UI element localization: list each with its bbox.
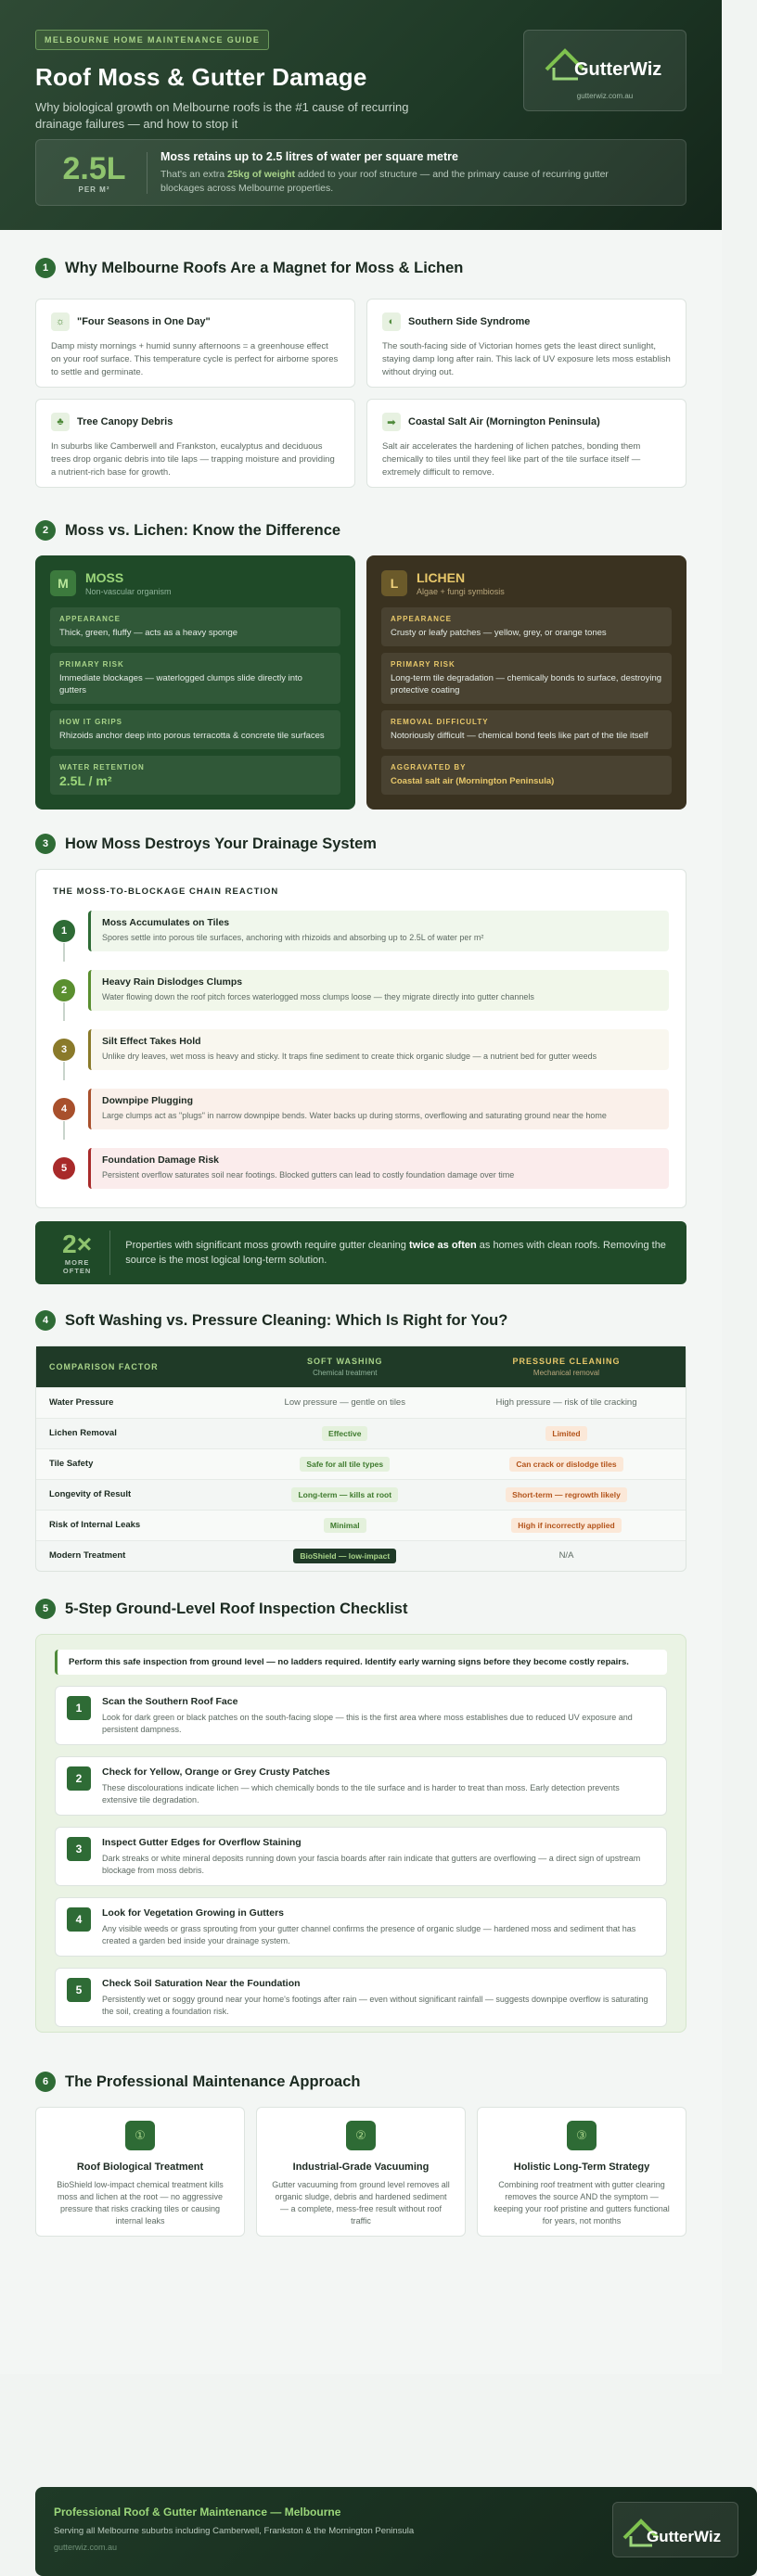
section-checklist [35,1597,686,2033]
approach-title: Roof Biological Treatment [76,2162,204,2173]
factor-card [366,399,686,488]
step-connector [63,1121,65,1140]
step-title: Foundation Damage Risk [102,1154,220,1166]
guide-tag: MELBOURNE HOME MAINTENANCE GUIDE [35,30,269,50]
table-row [36,1387,686,1418]
step-text: Large clumps act as "plugs" in narrow downpipe bends. Water backs up during storms, overflowing and saturating ground near the home [102,1111,607,1120]
col-pressure-cleaning: PRESSURE CLEANING Mechanical removal [447,1346,686,1387]
stat-unit: PER M² [78,185,110,194]
factor-title: Southern Side Syndrome [408,316,531,327]
approach-card [256,2107,466,2237]
step-text: Spores settle into porous tile surfaces, anchoring with rhizoids and absorbing up to 2.5L of water per m² [102,933,484,942]
approach-icon: ① [125,2121,155,2150]
chain-caption: THE MOSS-TO-BLOCKAGE CHAIN REACTION [53,886,279,897]
checklist-number: 1 [67,1696,91,1720]
chain-reaction-card [35,869,686,1208]
factor-cell: Modern Treatment [36,1540,243,1571]
factor-grid [35,299,686,488]
section-heading [35,256,686,280]
pressure-cleaning-cell: High if incorrectly applied [447,1510,686,1540]
checklist-text: Dark streaks or white mineral deposits running down your fascia boards after rain indicate that gutters are overflowing — a direct sign of upstream blockage from moss debris. [102,1854,641,1875]
section-number: 2 [35,520,56,541]
checklist-items [55,1686,667,2027]
chain-step [53,908,669,954]
step-text: Unlike dry leaves, wet moss is heavy and sticky. It traps fine sediment to create thick organic sludge — a nutrient bed for gutter weeds [102,1052,597,1061]
step-title: Heavy Rain Dislodges Clumps [102,976,243,988]
lichen-row: APPEARANCE Crusty or leafy patches — yellow, grey, or orange tones [381,607,672,646]
table-row [36,1448,686,1479]
moss-row: PRIMARY RISK Immediate blockages — waterlogged clumps slide directly into gutters [50,653,340,704]
footer-logo[interactable] [612,2502,738,2557]
footer-cta [35,2487,757,2576]
soft-washing-cell: BioShield — low-impact [243,1540,447,1571]
section-number: 1 [35,258,56,278]
factor-card [366,299,686,388]
step-box [88,1148,669,1189]
section-title: How Moss Destroys Your Drainage System [65,835,377,852]
pressure-cleaning-cell: N/A [447,1540,686,1571]
lichen-panel [366,555,686,810]
factor-title: "Four Seasons in One Day" [77,316,211,327]
step-number: 2 [53,979,75,1001]
footer-text: Serving all Melbourne suburbs including Camberwell, Frankston & the Mornington Peninsula [54,2526,415,2536]
footer-title: Professional Roof & Gutter Maintenance — Melbourne [54,2506,341,2519]
factor-cell: Risk of Internal Leaks [36,1510,243,1540]
checklist-item [55,1968,667,2027]
moss-row: HOW IT GRIPS Rhizoids anchor deep into porous terracotta & concrete tile surfaces [50,710,340,749]
checklist-panel [35,1634,686,2033]
checklist-title: Look for Vegetation Growing in Gutters [102,1907,285,1919]
moss-kind: Non-vascular organism [85,587,172,596]
step-number: 5 [53,1157,75,1180]
lichen-kind: Algae + fungi symbiosis [417,587,505,596]
lichen-badge: L [381,570,407,596]
soft-washing-cell: Low pressure — gentle on tiles [243,1387,447,1418]
chain-step [53,967,669,1014]
pressure-cleaning-cell: Can crack or dislodge tiles [447,1448,686,1479]
stat-heading: Moss retains up to 2.5 litres of water per square metre [160,149,458,163]
table-row [36,1418,686,1448]
logo-url: gutterwiz.com.au [576,92,634,100]
col-factor: COMPARISON FACTOR [36,1346,243,1387]
section-number: 6 [35,2072,56,2092]
factor-card [35,299,355,388]
section-heading [35,1308,686,1333]
checklist-number: 2 [67,1766,91,1791]
approach-text: Gutter vacuuming from ground level removes all organic sludge, debris and hardened sediment — a complete, mess-free result without roof traffic [272,2180,450,2225]
chain-steps [53,908,669,1192]
section-drainage [35,832,686,1284]
section-number: 3 [35,834,56,854]
checklist-text: Look for dark green or black patches on the south-facing slope — this is the first area where moss establishes due to reduced UV exposure and persistent dampness. [102,1713,633,1734]
chain-step [53,1027,669,1073]
checklist-text: Any visible weeds or grass sprouting from your gutter channel confirms the presence of organic sludge — hardened moss and sediment that has created a garden bed inside your drainage system. [102,1924,636,1945]
factor-title: Tree Canopy Debris [77,416,173,427]
house-logo-icon [613,2503,739,2558]
approach-card [35,2107,245,2237]
soft-washing-cell: Safe for all tile types [243,1448,447,1479]
comparison-table [35,1345,686,1572]
approach-title: Industrial-Grade Vacuuming [292,2162,430,2173]
approach-card [477,2107,686,2237]
section-moss-vs-lichen [35,518,686,810]
approach-cards [35,2107,686,2237]
section-approach [35,2070,686,2094]
chain-step [53,1086,669,1132]
stat-figure [53,152,148,194]
section-title: Soft Washing vs. Pressure Cleaning: Which Is Right for You? [65,1311,508,1329]
checklist-item [55,1756,667,1816]
step-text: Persistent overflow saturates soil near footings. Blocked gutters can lead to costly foundation damage over time [102,1170,515,1180]
checklist-number: 3 [67,1837,91,1861]
checklist-item [55,1897,667,1957]
soft-washing-cell: Effective [243,1418,447,1448]
checklist-item [55,1686,667,1745]
stat-text [148,150,652,196]
step-box [88,1089,669,1129]
stat-description: That's an extra 25kg of weight added to your roof structure — and the primary cause of recurring gutter blockages across Melbourne properties. [160,168,609,194]
water-retention-value: 2.5L / m² [59,773,112,788]
wind-icon: ➟ [382,413,401,431]
approach-icon: ③ [567,2121,597,2150]
lichen-row: PRIMARY RISK Long-term tile degradation — chemically bonds to surface, destroying protective coating [381,653,672,704]
step-title: Moss Accumulates on Tiles [102,917,230,928]
stat-value: 2.5L [62,150,126,186]
pressure-cleaning-cell: Short-term — regrowth likely [447,1479,686,1510]
section-title: 5-Step Ground-Level Roof Inspection Checklist [65,1600,408,1617]
approach-icon: ② [346,2121,376,2150]
step-connector [63,1062,65,1080]
comparison-panels [35,555,686,810]
chain-step [53,1145,669,1192]
lichen-row: AGGRAVATED BY Coastal salt air (Mornington Peninsula) [381,756,672,795]
safety-note: Perform this safe inspection from ground level — no ladders required. Identify early warning signs before they become costly repairs. [55,1650,667,1675]
step-text: Water flowing down the roof pitch forces waterlogged moss clumps loose — they migrate directly into gutter channels [102,992,534,1001]
section-why-magnet [35,256,686,488]
step-title: Silt Effect Takes Hold [102,1036,201,1047]
section-number: 4 [35,1310,56,1331]
checklist-number: 5 [67,1978,91,2002]
step-connector [63,1002,65,1021]
checklist-text: Persistently wet or soggy ground near your home's footings after rain — even without significant rainfall — suggests downpipe overflow is saturating the soil, creating a foundation risk. [102,1995,648,2016]
lichen-row: REMOVAL DIFFICULTY Notoriously difficult — chemical bond feels like part of the tile itself [381,710,672,749]
page-subtitle: Why biological growth on Melbourne roofs is the #1 cause of recurring drainage failures — and how to stop it [35,100,409,131]
factor-cell: Longevity of Result [36,1479,243,1510]
checklist-title: Check Soil Saturation Near the Foundation [102,1978,301,1989]
factor-text: Damp misty mornings + humid sunny afternoons = a greenhouse effect on your roof surface. This temperature cycle is perfect for airborne spores to settle and germinate. [51,341,339,377]
factor-text: The south-facing side of Victorian homes gets the least direct sunlight, staying damp long after rain. This lack of UV exposure lets moss establish without drying out. [382,341,671,377]
section-comparison [35,1308,686,1572]
col-soft-washing: SOFT WASHING Chemical treatment [243,1346,447,1387]
step-title: Downpipe Plugging [102,1095,193,1106]
stat-callout [35,139,686,206]
approach-text: Combining roof treatment with gutter clearing removes the source AND the symptom — keeping your roof pristine and gutters functional for years, not months [494,2180,670,2225]
section-title: Moss vs. Lichen: Know the Difference [65,521,341,539]
step-box [88,1029,669,1070]
moss-badge: M [50,570,76,596]
step-connector [63,943,65,962]
moss-row: APPEARANCE Thick, green, fluffy — acts as a heavy sponge [50,607,340,646]
approach-title: Holistic Long-Term Strategy [513,2162,650,2173]
hero-banner [0,0,722,230]
checklist-text: These discolourations indicate lichen — which chemically bonds to the tile surface and is harder to treat than moss. Early detection prevents extensive tile degradation. [102,1783,620,1804]
checklist-item [55,1827,667,1886]
logo-wordmark: GutterWiz [574,59,662,80]
checklist-title: Check for Yellow, Orange or Grey Crusty Patches [102,1766,330,1778]
moss-panel [35,555,355,810]
moss-name: MOSS [85,570,124,585]
frequency-banner [35,1221,686,1284]
checklist-title: Scan the Southern Roof Face [102,1696,238,1707]
pressure-cleaning-cell: High pressure — risk of tile cracking [447,1387,686,1418]
footer-url[interactable]: gutterwiz.com.au [54,2543,118,2552]
soft-washing-cell: Minimal [243,1510,447,1540]
pressure-cleaning-cell: Limited [447,1418,686,1448]
table-row [36,1479,686,1510]
section-heading [35,832,686,856]
house-logo-icon [537,42,673,88]
moss-row: WATER RETENTION 2.5L / m² [50,756,340,795]
factor-cell: Lichen Removal [36,1418,243,1448]
step-box [88,911,669,951]
banner-text: Properties with significant moss growth require gutter cleaning twice as often as homes with clean roofs. Removing the source is the most logical long-term solution. [125,1240,666,1266]
factor-text: Salt air accelerates the hardening of lichen patches, bonding them chemically to tiles until they feel like part of the tile surface itself — extremely difficult to remove. [382,441,641,478]
approach-text: BioShield low-impact chemical treatment kills moss and lichen at the root — no aggressive pressure that risks cracking tiles or causing internal leaks [57,2180,224,2225]
sun-cloud-icon: ☼ [51,312,70,331]
step-number: 4 [53,1098,75,1120]
logo-wordmark: GutterWiz [647,2528,722,2545]
step-number: 1 [53,920,75,942]
factor-text: In suburbs like Camberwell and Frankston, eucalyptus and deciduous trees drop organic debris into tile laps — trapping moisture and providing a nutrient-rich base for growth. [51,441,335,478]
factor-card [35,399,355,488]
step-box [88,970,669,1011]
section-heading [35,2070,686,2094]
step-number: 3 [53,1039,75,1061]
brand-logo[interactable] [523,30,686,111]
banner-label: MORE OFTEN [62,1258,92,1275]
factor-title: Coastal Salt Air (Mornington Peninsula) [408,416,600,427]
table-row [36,1510,686,1540]
checklist-number: 4 [67,1907,91,1932]
stat-highlight: 25kg of weight [227,168,295,180]
soft-washing-cell: Long-term — kills at root [243,1479,447,1510]
tree-icon: ♣ [51,413,70,431]
shade-icon: ◐ [382,312,401,331]
lichen-name: LICHEN [417,570,466,585]
section-heading [35,1597,686,1621]
page-title: Roof Moss & Gutter Damage [35,63,367,91]
factor-cell: Tile Safety [36,1448,243,1479]
table-row [36,1540,686,1571]
section-number: 5 [35,1599,56,1619]
checklist-title: Inspect Gutter Edges for Overflow Staining [102,1837,302,1848]
factor-cell: Water Pressure [36,1387,243,1418]
section-title: The Professional Maintenance Approach [65,2072,361,2090]
section-title: Why Melbourne Roofs Are a Magnet for Moss & Lichen [65,259,464,276]
section-heading [35,518,686,542]
banner-value: 2× [62,1230,93,1258]
